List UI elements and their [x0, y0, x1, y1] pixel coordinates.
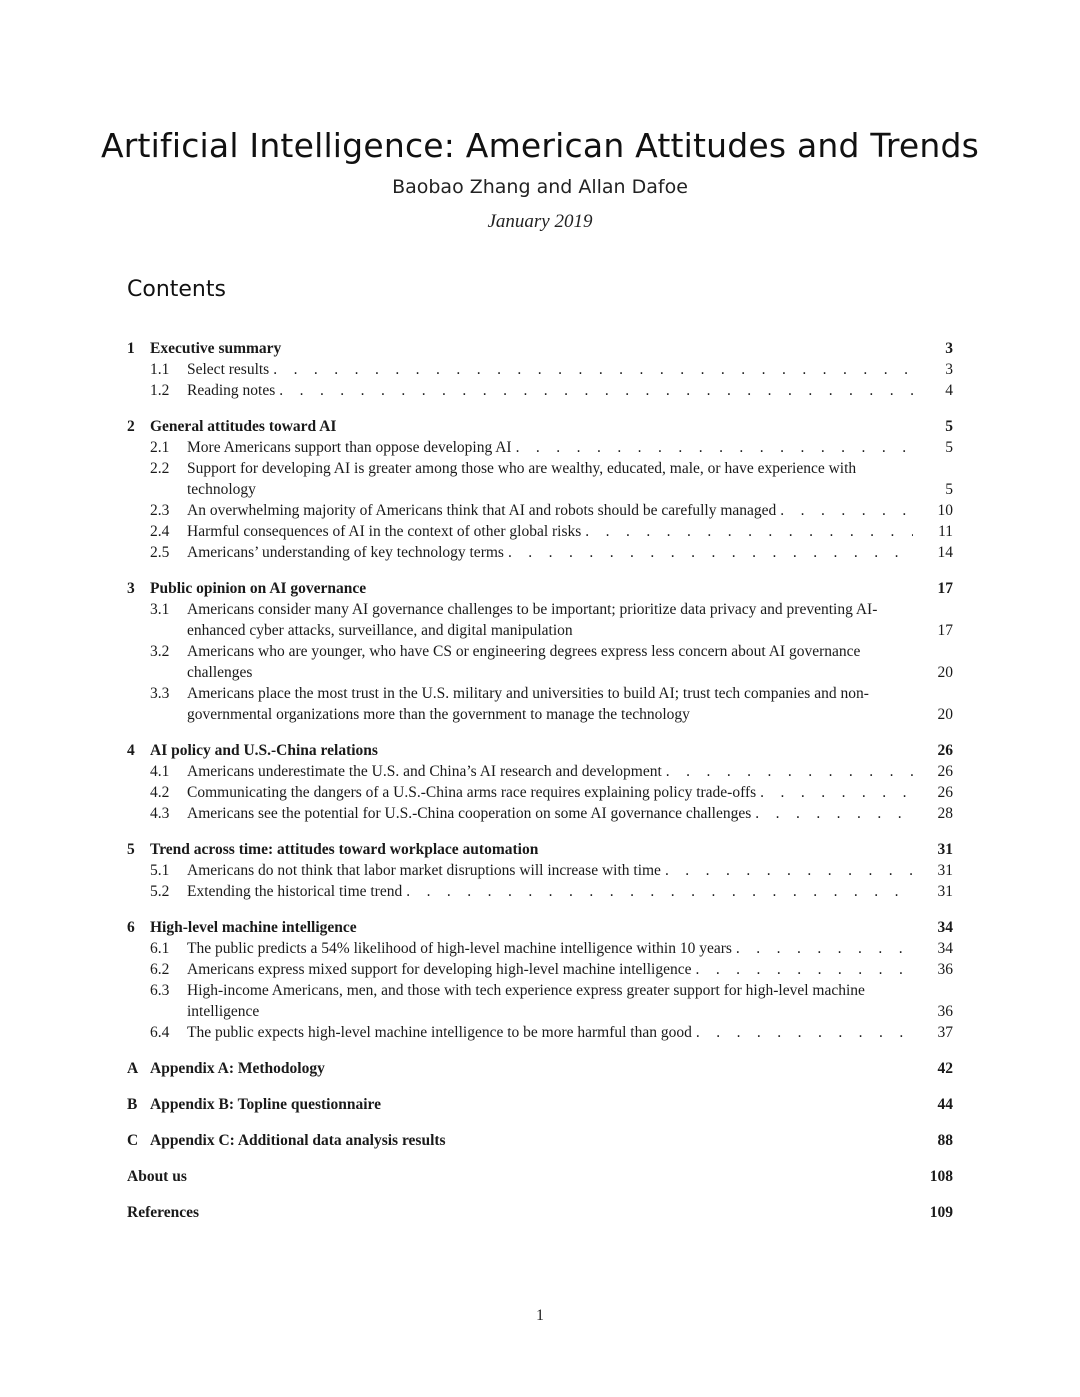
contents-heading: Contents: [127, 277, 226, 302]
section-title: AI policy and U.S.-China relations: [150, 742, 378, 759]
toc-section-heading[interactable]: [127, 1202, 953, 1223]
section-page: 3: [945, 340, 953, 357]
document-date: January 2019: [487, 211, 593, 232]
dot-leader: [909, 662, 913, 683]
toc-entry[interactable]: [127, 521, 953, 542]
section-page: 17: [937, 580, 953, 597]
dot-leader: [692, 1022, 913, 1043]
entry-number: 2.3: [150, 502, 170, 519]
toc-entry[interactable]: [127, 782, 953, 803]
section-title: References: [127, 1204, 200, 1221]
toc-entry[interactable]: [127, 1022, 953, 1043]
section-title: Appendix C: Additional data analysis results: [150, 1132, 446, 1149]
section-page: 5: [945, 418, 953, 435]
dot-leader: [909, 704, 913, 725]
section-number: 3: [127, 580, 135, 597]
entry-title: The public predicts a 54% likelihood of high-level machine intelligence within 10 years: [187, 940, 732, 957]
entry-number: 1.2: [150, 382, 170, 399]
toc-section-heading[interactable]: [127, 740, 953, 761]
entry-title: Americans who are younger, who have CS or engineering degrees express less concern about AI governance challenges: [187, 643, 861, 681]
entry-number: 6.3: [150, 982, 170, 999]
entry-page: 36: [937, 961, 953, 978]
dot-leader: [756, 782, 913, 803]
section-title: About us: [127, 1168, 187, 1185]
entry-page: 26: [937, 784, 953, 801]
entry-number: 4.2: [150, 784, 170, 801]
section-page: 109: [929, 1204, 953, 1221]
dot-leader: [661, 860, 913, 881]
entry-number: 3.3: [150, 685, 170, 702]
toc-entry[interactable]: [127, 542, 953, 563]
dot-leader: [691, 959, 913, 980]
toc-section-heading[interactable]: [127, 1130, 953, 1151]
dot-leader: [512, 437, 913, 458]
toc-entry[interactable]: [127, 959, 953, 980]
entry-page: 11: [938, 523, 953, 540]
dot-leader: [581, 521, 913, 542]
entry-number: 2.5: [150, 544, 170, 561]
section-title: General attitudes toward AI: [150, 418, 337, 435]
entry-title: Americans do not think that labor market disruptions will increase with time: [187, 862, 661, 879]
toc-section-heading[interactable]: [127, 1166, 953, 1187]
section-number: 2: [127, 418, 135, 435]
entry-page: 26: [937, 763, 953, 780]
entry-page: 28: [937, 805, 953, 822]
entry-number: 2.1: [150, 439, 170, 456]
entry-number: 5.1: [150, 862, 170, 879]
toc-section-heading[interactable]: [127, 1094, 953, 1115]
dot-leader: [275, 380, 913, 401]
toc-entry[interactable]: [127, 359, 953, 380]
entry-title: High-income Americans, men, and those with tech experience express greater support for high-level machine intelligence: [187, 982, 865, 1020]
dot-leader: [402, 881, 913, 902]
entry-number: 6.1: [150, 940, 170, 957]
dot-leader: [909, 1001, 913, 1022]
toc-section-appendix-a: [127, 1058, 953, 1079]
section-page: 88: [937, 1132, 953, 1149]
entry-number: 2.4: [150, 523, 170, 540]
dot-leader: [662, 761, 913, 782]
section-title: Appendix A: Methodology: [150, 1060, 325, 1077]
toc-section-1: [127, 338, 953, 401]
toc-section-heading[interactable]: [127, 917, 953, 938]
entry-number: 2.2: [150, 460, 170, 477]
toc-section-heading[interactable]: [127, 338, 953, 359]
entry-number: 4.3: [150, 805, 170, 822]
entry-page: 37: [937, 1024, 953, 1041]
toc-section-appendix-b: [127, 1094, 953, 1115]
entry-number: 6.2: [150, 961, 170, 978]
entry-page: 17: [937, 622, 953, 639]
toc-section-4: [127, 740, 953, 824]
section-number: A: [127, 1060, 139, 1077]
toc-section-heading[interactable]: [127, 839, 953, 860]
section-page: 108: [929, 1168, 953, 1185]
section-page: 44: [937, 1096, 953, 1113]
section-title: High-level machine intelligence: [150, 919, 357, 936]
document-title: Artificial Intelligence: American Attitudes and Trends: [100, 126, 980, 165]
entry-title: Americans express mixed support for developing high-level machine intelligence: [187, 961, 692, 978]
section-number: 4: [127, 742, 135, 759]
entry-title: Select results: [187, 361, 270, 378]
toc-entry[interactable]: [127, 881, 953, 902]
toc-section-appendix-c: [127, 1130, 953, 1151]
section-number: 6: [127, 919, 135, 936]
toc-entry[interactable]: [127, 500, 953, 521]
toc-section-5: [127, 839, 953, 902]
toc-section-references: [127, 1202, 953, 1223]
section-title: Appendix B: Topline questionnaire: [150, 1096, 382, 1113]
section-title: Trend across time: attitudes toward workplace automation: [150, 841, 539, 858]
entry-page: 3: [945, 361, 953, 378]
document-authors: Baobao Zhang and Allan Dafoe: [392, 176, 688, 198]
section-page: 34: [937, 919, 953, 936]
entry-title: The public expects high-level machine intelligence to be more harmful than good: [187, 1024, 692, 1041]
section-title: Public opinion on AI governance: [150, 580, 367, 597]
toc-section-heading[interactable]: [127, 578, 953, 599]
section-number: B: [127, 1096, 138, 1113]
toc-entry[interactable]: [127, 938, 953, 959]
entry-title: Americans underestimate the U.S. and China’s AI research and development: [187, 763, 662, 780]
dot-leader: [504, 542, 913, 563]
entry-page: 10: [937, 502, 953, 519]
entry-title: Communicating the dangers of a U.S.-China arms race requires explaining policy trade-offs: [187, 784, 757, 801]
section-page: 42: [937, 1060, 953, 1077]
entry-number: 3.1: [150, 601, 170, 618]
entry-number: 3.2: [150, 643, 170, 660]
section-number: C: [127, 1132, 139, 1149]
entry-page: 34: [937, 940, 953, 957]
entry-number: 4.1: [150, 763, 170, 780]
entry-page: 4: [945, 382, 953, 399]
section-number: 5: [127, 841, 135, 858]
section-title: Executive summary: [150, 340, 282, 357]
toc-section-6: [127, 917, 953, 1043]
entry-title: More Americans support than oppose developing AI: [187, 439, 512, 456]
dot-leader: [269, 359, 913, 380]
entry-title: Americans see the potential for U.S.-China cooperation on some AI governance challenges: [187, 805, 752, 822]
entry-number: 6.4: [150, 1024, 170, 1041]
toc-entry[interactable]: [127, 803, 953, 824]
toc-entry[interactable]: [127, 761, 953, 782]
toc-entry[interactable]: [127, 641, 953, 683]
entry-page: 31: [937, 862, 953, 879]
page-number: 1: [536, 1307, 544, 1324]
entry-page: 5: [945, 481, 953, 498]
toc-entry[interactable]: [127, 599, 953, 641]
dot-leader: [732, 938, 913, 959]
toc-section-about: [127, 1166, 953, 1187]
entry-page: 20: [937, 706, 953, 723]
toc-entry[interactable]: [127, 683, 953, 725]
dot-leader: [776, 500, 913, 521]
toc-section-heading[interactable]: [127, 416, 953, 437]
table-of-contents: [127, 338, 953, 1223]
toc-section-2: [127, 416, 953, 563]
entry-title: Support for developing AI is greater among those who are wealthy, educated, male, or have experience with technology: [187, 460, 857, 498]
toc-entry[interactable]: [127, 860, 953, 881]
entry-number: 5.2: [150, 883, 170, 900]
entry-title: Reading notes: [187, 382, 276, 399]
toc-entry[interactable]: [127, 437, 953, 458]
entry-page: 14: [937, 544, 953, 561]
entry-page: 20: [937, 664, 953, 681]
entry-title: Americans consider many AI governance challenges to be important; prioritize data privacy and preventing AI-enhanced cyber attacks, surveillance, and digital manipulation: [187, 601, 878, 639]
section-page: 31: [937, 841, 953, 858]
dot-leader: [751, 803, 913, 824]
entry-page: 36: [937, 1003, 953, 1020]
dot-leader: [909, 479, 913, 500]
entry-title: Harmful consequences of AI in the context of other global risks: [187, 523, 582, 540]
entry-title: Extending the historical time trend: [187, 883, 403, 900]
entry-page: 5: [945, 439, 953, 456]
dot-leader: [909, 620, 913, 641]
toc-section-heading[interactable]: [127, 1058, 953, 1079]
toc-entry[interactable]: [127, 380, 953, 401]
entry-page: 31: [937, 883, 953, 900]
toc-entry[interactable]: [127, 980, 953, 1022]
toc-section-3: [127, 578, 953, 725]
section-page: 26: [937, 742, 953, 759]
entry-title: Americans’ understanding of key technology terms: [187, 544, 504, 561]
section-number: 1: [127, 340, 135, 357]
entry-title: Americans place the most trust in the U.S. military and universities to build AI; trust tech companies and non-governmental organizations more than the government to manage the technology: [187, 685, 869, 723]
entry-title: An overwhelming majority of Americans think that AI and robots should be carefully managed: [187, 502, 777, 519]
toc-entry[interactable]: [127, 458, 953, 500]
entry-number: 1.1: [150, 361, 170, 378]
